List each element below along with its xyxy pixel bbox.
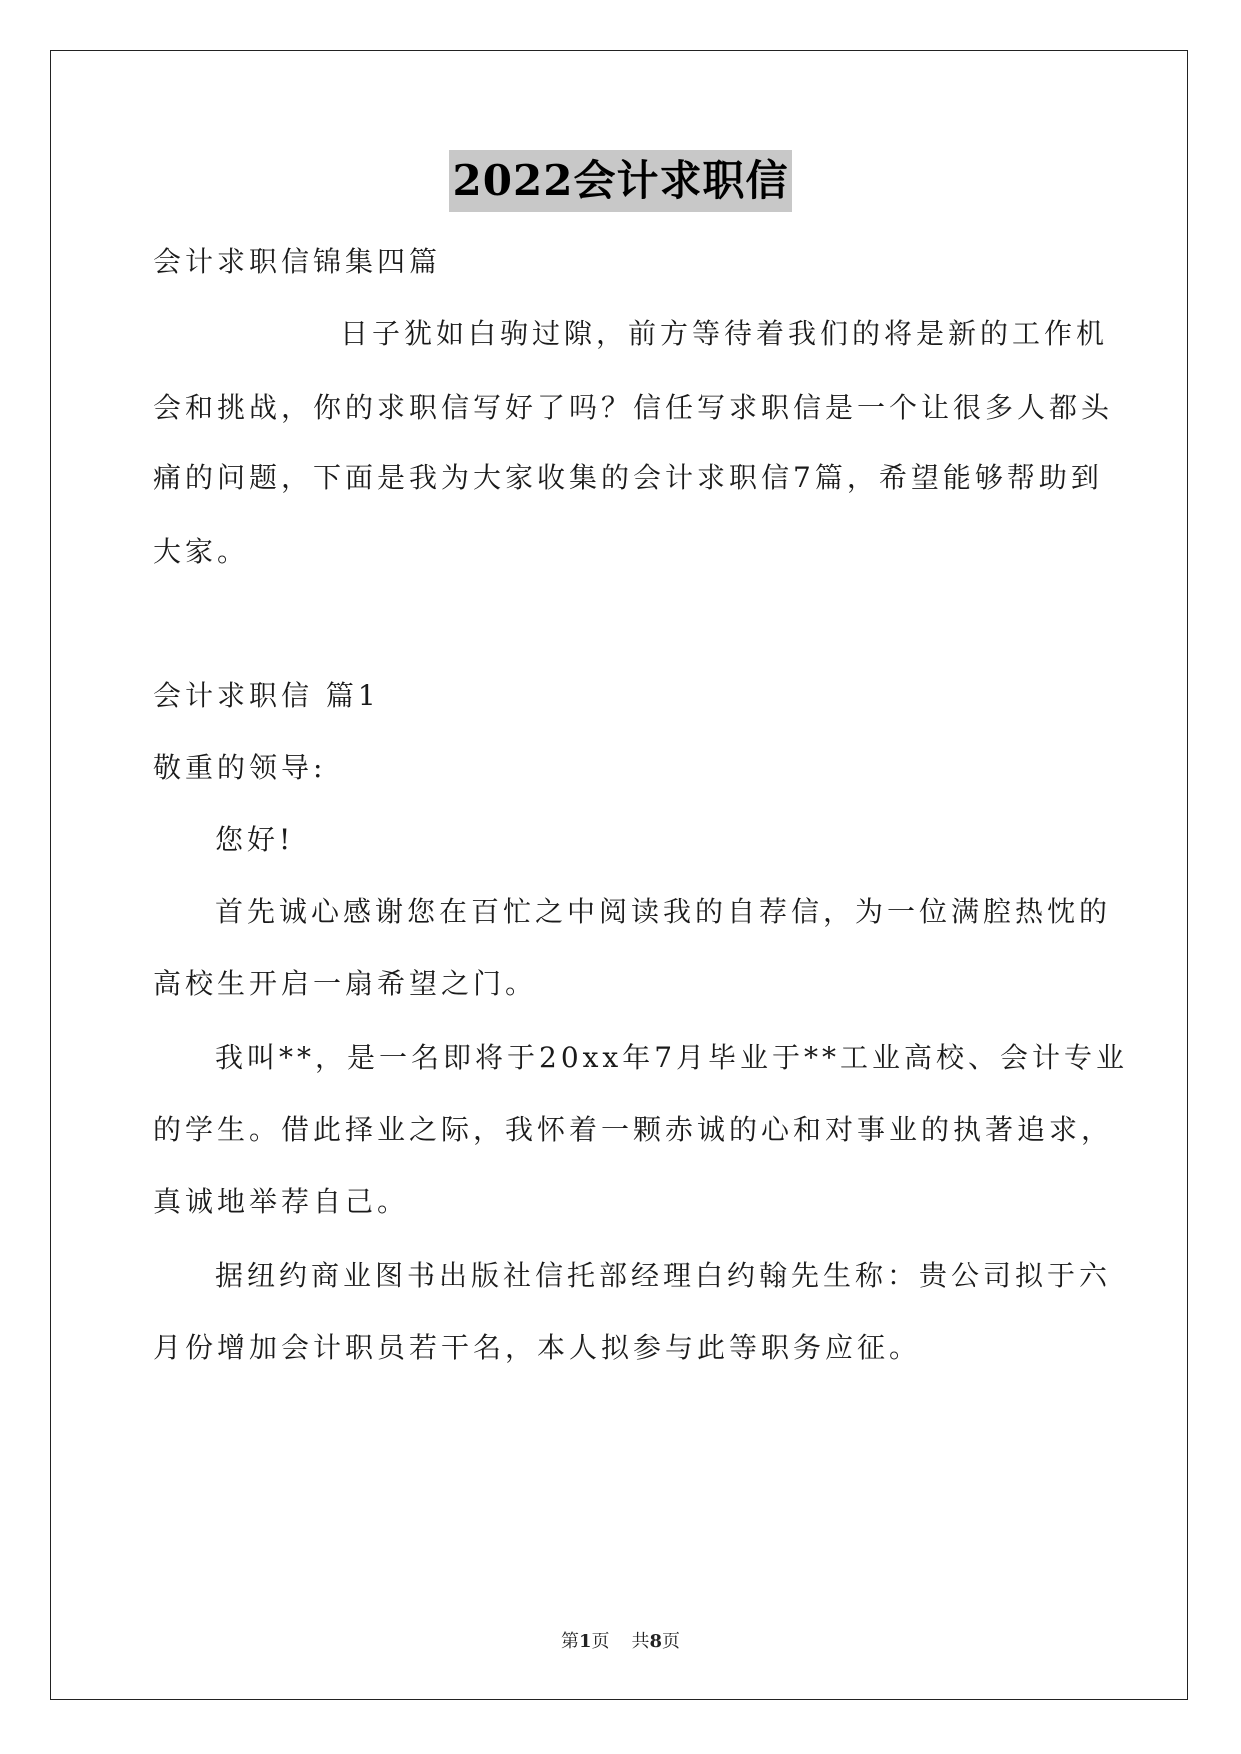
current-page-number: 1 [578, 1631, 592, 1652]
page-border [50, 50, 1188, 1700]
total-page-number: 8 [649, 1631, 663, 1652]
intro-line: 大家。 [153, 535, 250, 568]
title-container [0, 150, 1241, 212]
paragraph-line: 真诚地举荐自己。 [153, 1185, 410, 1218]
document-title: 2022会计求职信 [449, 150, 793, 212]
paragraph-line: 首先诚心感谢您在百忙之中阅读我的自荐信，为一位满腔热忱的 [215, 895, 1112, 928]
paragraph-line: 高校生开启一扇希望之门。 [153, 967, 538, 1000]
section-heading: 会计求职信 篇1 [153, 679, 380, 712]
intro-line: 日子犹如白驹过隙，前方等待着我们的将是新的工作机 [340, 317, 1109, 350]
salutation: 敬重的领导: [153, 751, 327, 784]
paragraph-line: 月份增加会计职员若干名，本人拟参与此等职务应征。 [153, 1331, 922, 1364]
paragraph-line: 的学生。借此择业之际，我怀着一颗赤诚的心和对事业的执著追求， [153, 1113, 1114, 1146]
intro-line: 痛的问题，下面是我为大家收集的会计求职信7篇，希望能够帮助到 [153, 461, 1103, 494]
page-label: 页 [591, 1631, 610, 1652]
page-prefix: 第 [560, 1631, 579, 1652]
total-prefix: 共 [631, 1631, 650, 1652]
paragraph-line: 我叫**，是一名即将于20xx年7月毕业于**工业高校、会计专业 [215, 1041, 1129, 1074]
document-subtitle: 会计求职信锦集四篇 [153, 245, 442, 278]
intro-line: 会和挑战，你的求职信写好了吗？信任写求职信是一个让很多人都头 [153, 391, 1114, 424]
total-suffix: 页 [662, 1631, 681, 1652]
greeting: 您好! [215, 823, 295, 856]
paragraph-line: 据纽约商业图书出版社信托部经理白约翰先生称：贵公司拟于六 [215, 1259, 1112, 1292]
page-footer [0, 1630, 1241, 1654]
